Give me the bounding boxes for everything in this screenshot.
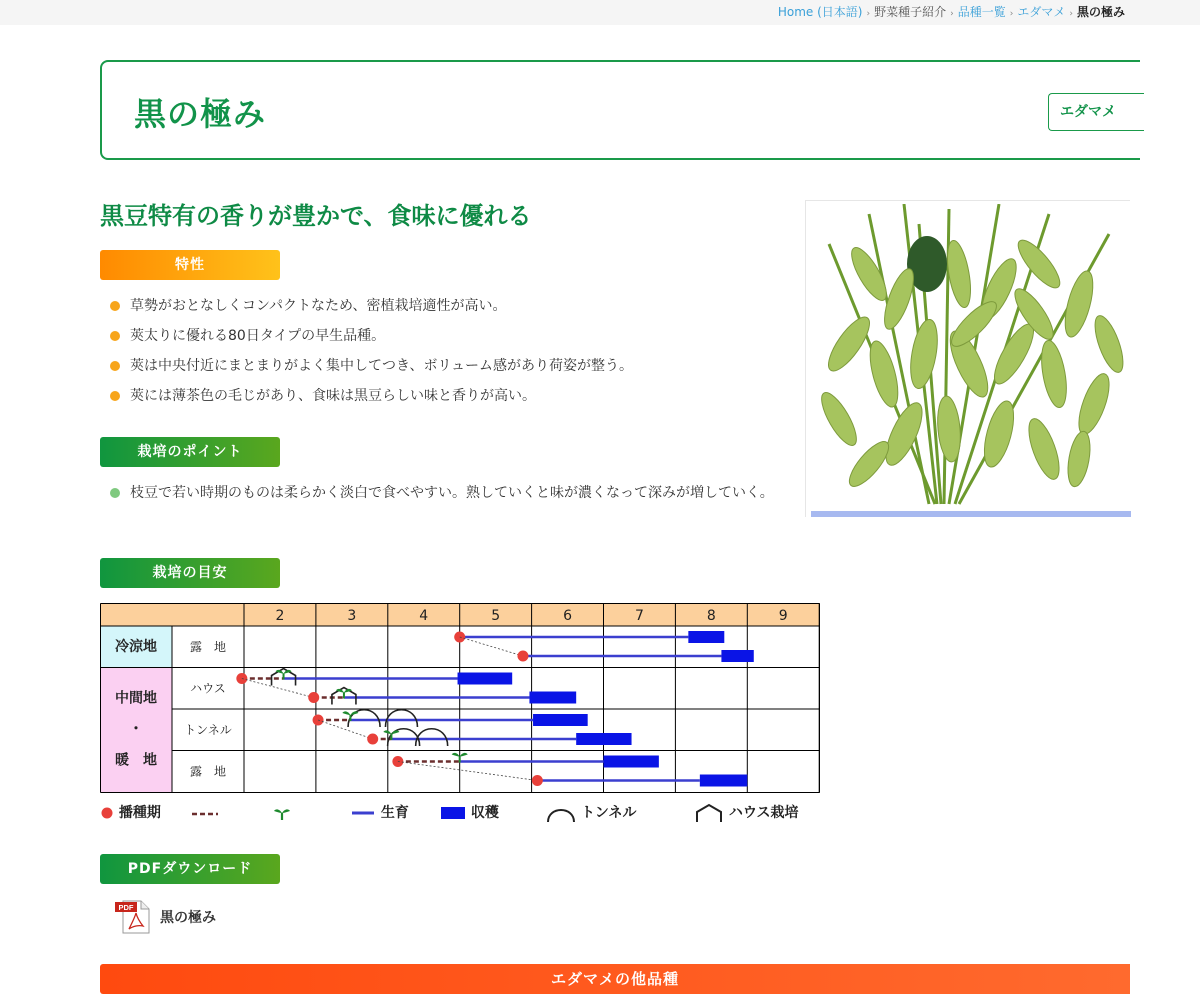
sow-connector [398,762,537,781]
bullet-icon [110,391,120,401]
pdf-file-name[interactable]: 黒の極み [160,910,216,926]
breadcrumb-separator: › [950,9,954,19]
photo-underline [811,511,1131,517]
sow-dot [367,734,378,745]
dashed-line-icon [190,802,220,824]
legend-growth-label: 生育 [380,805,409,821]
legend-growth [350,802,409,824]
month-label: 6 [563,608,573,624]
region-label: 冷涼地 [115,639,157,655]
breadcrumb-intro: 野菜種子紹介 [874,5,947,19]
legend-harvest [440,802,499,824]
legend-sow [100,802,161,824]
pdf-heading: PDFダウンロード [100,854,280,884]
catch-copy: 黒豆特有の香りが豊かで、食味に優れる [100,202,532,230]
legend-house-label: ハウス栽培 [728,805,799,821]
product-photo [805,200,1130,517]
tunnel-mark [416,729,448,746]
sow-dot [517,651,528,662]
month-label: 3 [347,608,357,624]
legend-house [694,802,798,824]
region-label: 暖 地 [115,752,157,769]
title-box [100,60,1140,160]
breadcrumb-separator: › [866,9,871,19]
breadcrumb [778,5,1125,22]
harvest-bar [529,692,576,704]
sow-connector [242,679,314,698]
edamame-photo-illustration [809,204,1131,509]
sprout-mark [342,711,350,715]
bullet-icon [110,331,120,341]
pdf-icon-text: PDF [118,903,134,912]
cultivation-schedule-chart [100,603,820,793]
breadcrumb-current: 黒の極み [1076,5,1125,19]
house-icon [694,802,724,824]
points-heading: 栽培のポイント [100,437,280,467]
breadcrumb-separator: › [1069,9,1073,19]
tunnel-mark [385,710,417,727]
list-item [108,355,633,377]
breadcrumb-list-link[interactable]: 品種一覧 [957,5,1006,19]
legend-tunnel-label: トンネル [580,805,637,821]
sprout-icon [272,802,292,824]
month-label: 8 [706,608,716,624]
bullet-icon [110,488,120,498]
sprout-mark [460,753,468,757]
feature-text: 莢は中央付近にまとまりがよく集中してつき、ボリューム感があり荷姿が整う。 [130,358,634,374]
method-label: 露 地 [189,640,227,654]
tunnel-icon [546,802,576,824]
method-label: 露 地 [189,764,227,779]
breadcrumb-category-link[interactable]: エダマメ [1017,5,1066,19]
features-list [108,295,633,415]
month-label: 7 [634,608,644,624]
harvest-bar [721,650,753,662]
feature-text: 莢太りに優れる80日タイプの早生品種。 [130,328,386,344]
tunnel-mark [388,729,420,746]
month-label: 4 [419,608,429,624]
region-label: 中間地 [115,690,157,707]
sprout-mark [452,753,460,757]
breadcrumb-separator: › [1009,9,1014,19]
other-varieties-bar[interactable]: エダマメの他品種 [100,964,1130,994]
harvest-bar [576,733,631,745]
sow-connector [460,637,523,656]
sprout-mark [350,711,358,715]
list-item [108,385,633,407]
page-title: 黒の極み [134,95,267,133]
point-text: 枝豆で若い時期のものは柔らかく淡白で食べやすい。熟していくと味が濃くなって深みが増していく。 [130,485,774,501]
breadcrumb-home-link[interactable]: Home (日本語) [777,5,863,19]
category-tag-button[interactable]: エダマメ [1048,93,1144,131]
legend-sow-label: 播種期 [118,805,161,821]
harvest-bar [688,631,724,643]
harvest-bar [533,714,588,726]
harvest-bar [700,775,747,787]
pdf-file-icon [115,899,151,935]
list-item [108,482,780,504]
bullet-icon [110,301,120,311]
method-label: ハウス [190,681,226,696]
month-label: 9 [778,608,788,624]
legend-tunnel [546,802,636,824]
month-label: 2 [275,608,285,624]
feature-text: 莢には薄茶色の毛じがあり、食味は黒豆らしい味と香りが高い。 [130,388,536,404]
sow-dot [308,692,319,703]
features-heading: 特性 [100,250,280,280]
legend-sprout [272,802,292,831]
harvest-bar [604,756,659,768]
growth-line-icon [350,802,376,824]
harvest-bar-icon [440,802,466,824]
schedule-legend [100,802,820,826]
legend-dash [190,802,220,831]
top-bar [0,0,1200,25]
harvest-bar [458,673,513,685]
feature-text: 草勢がおとなしくコンパクトなため、密植栽培適性が高い。 [130,298,507,314]
legend-harvest-label: 収穫 [470,805,499,821]
sow-connector [318,720,373,739]
pdf-download-link[interactable] [115,899,216,935]
schedule-heading: 栽培の目安 [100,558,280,588]
sow-dot-icon [100,802,114,824]
points-list [108,482,780,504]
method-label: トンネル [184,723,232,737]
month-label: 5 [491,608,501,624]
list-item [108,325,633,347]
sow-dot [532,775,543,786]
schedule-svg [100,603,820,793]
list-item [108,295,633,317]
region-label: ・ [129,721,143,738]
bullet-icon [110,361,120,371]
